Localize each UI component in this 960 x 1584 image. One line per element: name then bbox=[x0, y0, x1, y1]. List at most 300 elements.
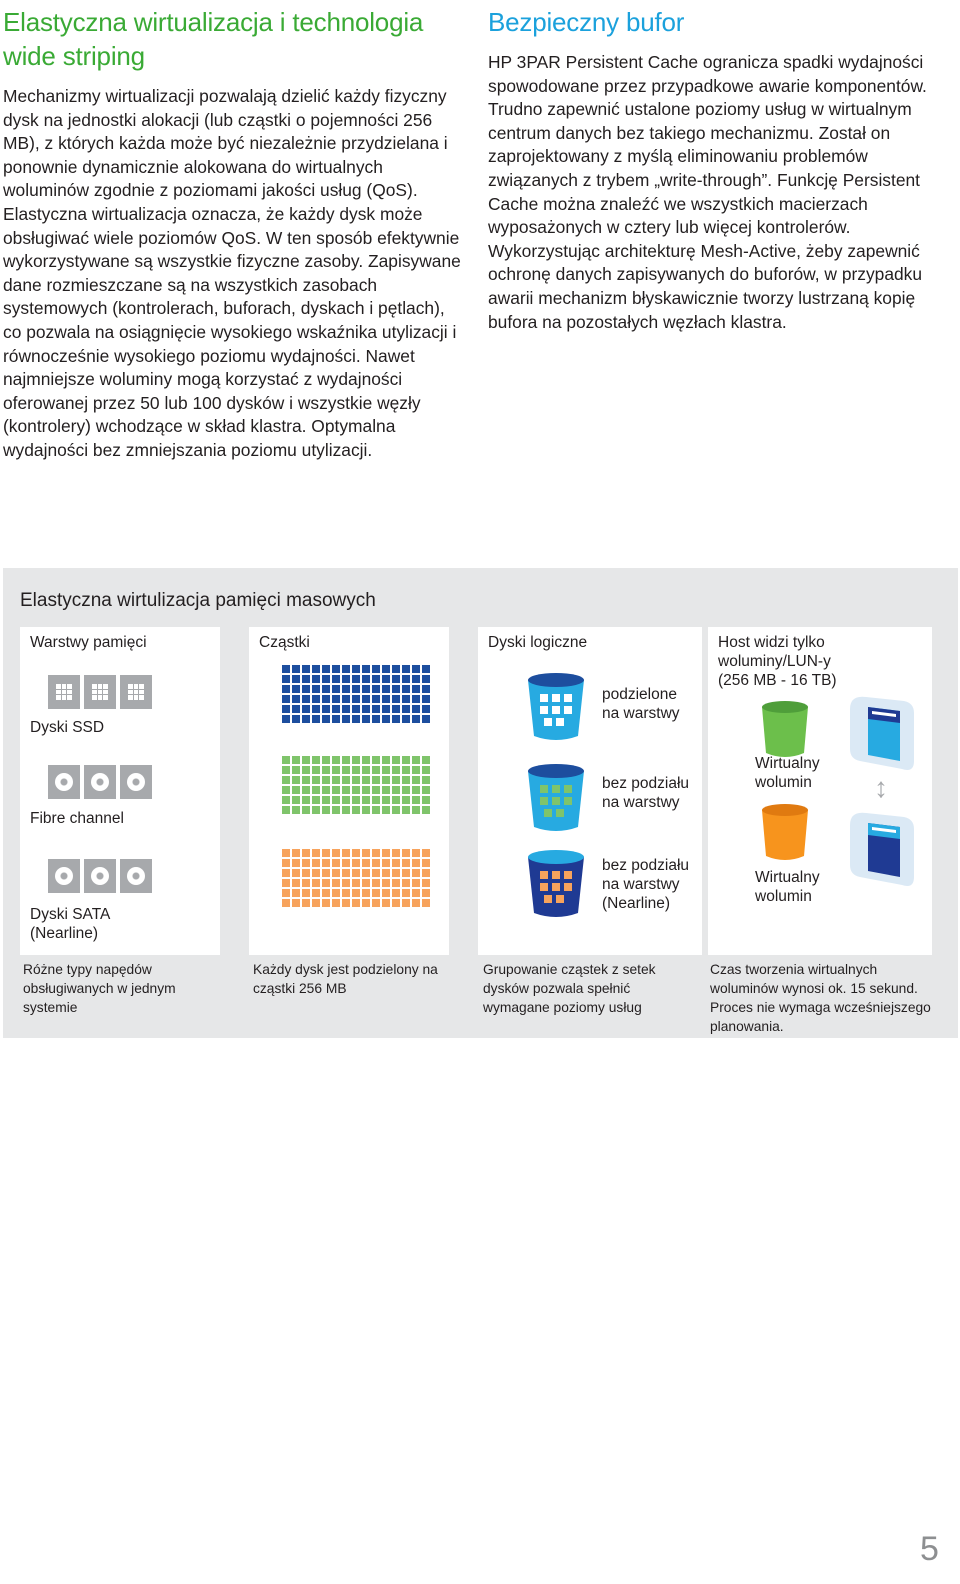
chunk-cell bbox=[372, 776, 380, 784]
chunk-cell bbox=[302, 685, 310, 693]
logical-disk-nearline-icon bbox=[526, 849, 586, 919]
chunk-cell bbox=[382, 859, 390, 867]
chunk-cell bbox=[402, 849, 410, 857]
chunk-cell bbox=[352, 889, 360, 897]
chunk-cell bbox=[362, 766, 370, 774]
label-virtual-volume-2b: wolumin bbox=[755, 888, 812, 905]
chunk-cell bbox=[282, 859, 290, 867]
chunk-cell bbox=[422, 675, 430, 683]
chunk-cell bbox=[322, 756, 330, 764]
chunk-cell bbox=[322, 675, 330, 683]
chunk-cell bbox=[422, 889, 430, 897]
label-untiered-2: na warstwy bbox=[602, 794, 680, 811]
chunk-cell bbox=[412, 796, 420, 804]
chunk-cell bbox=[392, 786, 400, 794]
chunk-cell bbox=[362, 715, 370, 723]
chunk-cell bbox=[362, 675, 370, 683]
chunk-cell bbox=[402, 766, 410, 774]
chunk-cell bbox=[312, 849, 320, 857]
chunk-cell bbox=[392, 756, 400, 764]
chunk-cell bbox=[312, 859, 320, 867]
chunk-cell bbox=[332, 665, 340, 673]
chunk-cell bbox=[352, 675, 360, 683]
chunk-cell bbox=[372, 879, 380, 887]
chunk-cell bbox=[362, 756, 370, 764]
chunk-cell bbox=[402, 776, 410, 784]
chunk-cell bbox=[332, 899, 340, 907]
panel-title-host-3: (256 MB - 16 TB) bbox=[718, 672, 837, 689]
chunk-cell bbox=[422, 899, 430, 907]
chunk-cell bbox=[372, 899, 380, 907]
left-body-text: Mechanizmy wirtualizacji pozwalają dzielić każdy fizyczny dysk na jednostki alokacji (lub cząstki o pojemności 256 MB), z których każda może być niezależnie przydzielana i ponownie dynamicznie alokowana do wirtualnych woluminów zgodnie z poziomami jakości usług (QoS). Elastyczna wirtualizacja oznacza, że każdy dysk może obsługiwać wiele poziomów QoS. W ten sposób efektywnie wykorzystywane są wszystkie fizyczne zasoby. Zapisywane dane rozmieszczane są na wszystkich zasobach systemowych (kontrolerach, buforach, dyskach i pętlach), co pozwala na osiągnięcie wysokiego wskaźnika utylizacji i równocześnie wysokiego poziomu wydajności. Nawet najmniejsze woluminy mogą korzystać z wydajności oferowanej przez 50 lub 100 dysków i wszystkie węzły (kontrolery) wchodzące w skład klastra. Optymalna wydajności bez zmniejszania poziomu utylizacji. bbox=[3, 86, 461, 460]
chunk-cell bbox=[292, 776, 300, 784]
caption-tiers: Różne typy napędów obsługiwanych w jednym systemie bbox=[23, 962, 176, 1015]
right-column bbox=[488, 0, 956, 334]
chunk-cell bbox=[352, 776, 360, 784]
chunk-cell bbox=[362, 889, 370, 897]
chunk-cell bbox=[282, 695, 290, 703]
chunk-cell bbox=[352, 859, 360, 867]
chunk-cell bbox=[312, 786, 320, 794]
chunk-cell bbox=[422, 849, 430, 857]
chunk-cell bbox=[362, 859, 370, 867]
chunk-cell bbox=[422, 685, 430, 693]
chunk-cell bbox=[392, 796, 400, 804]
chunk-cell bbox=[412, 806, 420, 814]
chunk-cell bbox=[332, 806, 340, 814]
chunk-cell bbox=[332, 796, 340, 804]
chunk-cell bbox=[322, 889, 330, 897]
chunk-cell bbox=[382, 705, 390, 713]
chunk-cell bbox=[332, 879, 340, 887]
label-virtual-volume-2: Wirtualny bbox=[755, 869, 820, 886]
chunk-cell bbox=[312, 869, 320, 877]
chunk-cell bbox=[422, 695, 430, 703]
chunk-cell bbox=[322, 766, 330, 774]
chunk-cell bbox=[342, 849, 350, 857]
virtualization-diagram bbox=[3, 568, 958, 1038]
chunk-cell bbox=[282, 879, 290, 887]
chunk-cell bbox=[392, 665, 400, 673]
chunk-cell bbox=[362, 796, 370, 804]
chunk-cell bbox=[302, 869, 310, 877]
chunk-cell bbox=[362, 695, 370, 703]
chunk-cell bbox=[332, 715, 340, 723]
chunk-cell bbox=[412, 879, 420, 887]
chunk-cell bbox=[362, 685, 370, 693]
chunk-cell bbox=[322, 695, 330, 703]
sata-drive-icon bbox=[48, 859, 80, 893]
panel-title-logical: Dyski logiczne bbox=[488, 634, 588, 651]
chunk-cell bbox=[352, 756, 360, 764]
label-nearline-1: bez podziału bbox=[602, 857, 690, 874]
chunk-cell bbox=[322, 705, 330, 713]
chunk-cell bbox=[362, 705, 370, 713]
chunk-cell bbox=[372, 715, 380, 723]
chunk-cell bbox=[292, 849, 300, 857]
chunk-cell bbox=[282, 899, 290, 907]
chunk-cell bbox=[422, 756, 430, 764]
chunk-cell bbox=[422, 869, 430, 877]
chunk-cell bbox=[292, 796, 300, 804]
label-virtual-volume-1: Wirtualny bbox=[755, 755, 820, 772]
chunk-cell bbox=[422, 859, 430, 867]
chunk-cell bbox=[312, 806, 320, 814]
chunk-cell bbox=[322, 899, 330, 907]
chunk-cell bbox=[312, 879, 320, 887]
chunk-cell bbox=[322, 715, 330, 723]
chunk-cell bbox=[362, 806, 370, 814]
chunk-cell bbox=[352, 786, 360, 794]
chunk-cell bbox=[372, 675, 380, 683]
chunk-cell bbox=[382, 776, 390, 784]
chunk-cell bbox=[402, 756, 410, 764]
label-sata: Dyski SATA bbox=[30, 906, 111, 923]
chunk-cell bbox=[362, 849, 370, 857]
chunk-cell bbox=[382, 796, 390, 804]
chunk-cell bbox=[342, 766, 350, 774]
chunk-cell bbox=[392, 899, 400, 907]
chunk-cell bbox=[402, 786, 410, 794]
panel-title-host-1: Host widzi tylko bbox=[718, 634, 825, 651]
chunk-cell bbox=[392, 766, 400, 774]
chunk-cell bbox=[332, 776, 340, 784]
chunk-cell bbox=[322, 859, 330, 867]
chunk-cell bbox=[402, 806, 410, 814]
chunk-cell bbox=[312, 715, 320, 723]
chunk-cell bbox=[422, 806, 430, 814]
chunk-cell bbox=[322, 786, 330, 794]
chunk-cell bbox=[332, 675, 340, 683]
chunk-cell bbox=[322, 685, 330, 693]
chunk-cell bbox=[322, 665, 330, 673]
chunk-cell bbox=[292, 879, 300, 887]
chunk-cell bbox=[402, 715, 410, 723]
chunk-cell bbox=[412, 665, 420, 673]
caption-host: Czas tworzenia wirtualnych woluminów wynosi ok. 15 sekund. Proces nie wymaga wcześniejszego planowania. bbox=[710, 962, 931, 1034]
chunk-cell bbox=[342, 715, 350, 723]
label-nearline-3: (Nearline) bbox=[602, 895, 671, 912]
chunk-cell bbox=[282, 786, 290, 794]
chunk-cell bbox=[312, 776, 320, 784]
chunk-cell bbox=[392, 685, 400, 693]
chunk-cell bbox=[382, 756, 390, 764]
chunk-cell bbox=[292, 889, 300, 897]
chunk-cell bbox=[372, 756, 380, 764]
chunk-cell bbox=[352, 849, 360, 857]
chunk-cell bbox=[392, 879, 400, 887]
chunk-cell bbox=[382, 695, 390, 703]
chunk-cell bbox=[292, 869, 300, 877]
host-server-icon bbox=[846, 695, 916, 775]
panel-title-tiers: Warstwy pamięci bbox=[30, 634, 147, 651]
chunk-cell bbox=[352, 665, 360, 673]
chunk-cell bbox=[292, 806, 300, 814]
chunk-cell bbox=[382, 665, 390, 673]
chunk-cell bbox=[392, 695, 400, 703]
chunk-cell bbox=[302, 715, 310, 723]
label-tiered: podzielone bbox=[602, 686, 677, 703]
diagram-title: Elastyczna wirtulizacja pamięci masowych bbox=[20, 590, 376, 611]
chunk-cell bbox=[332, 705, 340, 713]
caption-logical: Grupowanie cząstek z setek dysków pozwala spełnić wymagane poziomy usług bbox=[483, 962, 656, 1015]
chunk-cell bbox=[342, 796, 350, 804]
chunk-cell bbox=[302, 776, 310, 784]
chunk-cell bbox=[382, 869, 390, 877]
chunk-cell bbox=[422, 766, 430, 774]
chunk-cell bbox=[282, 776, 290, 784]
chunk-cell bbox=[342, 879, 350, 887]
chunk-cell bbox=[282, 889, 290, 897]
chunk-cell bbox=[332, 869, 340, 877]
chunk-cell bbox=[342, 675, 350, 683]
chunk-cell bbox=[332, 685, 340, 693]
chunk-cell bbox=[282, 766, 290, 774]
chunk-cell bbox=[412, 756, 420, 764]
chunk-cell bbox=[322, 879, 330, 887]
chunk-cell bbox=[382, 715, 390, 723]
chunk-cell bbox=[372, 849, 380, 857]
chunk-cell bbox=[352, 715, 360, 723]
panel-host bbox=[708, 627, 932, 955]
chunk-cell bbox=[392, 889, 400, 897]
chunk-cell bbox=[382, 879, 390, 887]
chunk-cell bbox=[362, 899, 370, 907]
chunk-cell bbox=[312, 705, 320, 713]
chunk-cell bbox=[302, 695, 310, 703]
chunk-cell bbox=[402, 695, 410, 703]
bidirectional-arrow-icon: ↕ bbox=[874, 772, 888, 803]
chunk-cell bbox=[302, 796, 310, 804]
chunk-cell bbox=[412, 675, 420, 683]
chunk-cell bbox=[402, 869, 410, 877]
chunk-cell bbox=[292, 899, 300, 907]
chunk-cell bbox=[392, 715, 400, 723]
chunk-cell bbox=[392, 869, 400, 877]
chunk-cell bbox=[392, 859, 400, 867]
chunk-cell bbox=[372, 685, 380, 693]
chunk-cell bbox=[312, 796, 320, 804]
chunk-cell bbox=[302, 806, 310, 814]
chunk-cell bbox=[292, 705, 300, 713]
chunk-cell bbox=[282, 685, 290, 693]
chunk-cell bbox=[292, 766, 300, 774]
chunk-cell bbox=[412, 889, 420, 897]
chunk-cell bbox=[372, 806, 380, 814]
chunk-cell bbox=[382, 766, 390, 774]
chunk-cell bbox=[342, 776, 350, 784]
chunk-cell bbox=[302, 756, 310, 764]
logical-disk-tiered-icon bbox=[526, 672, 586, 742]
chunk-cell bbox=[392, 675, 400, 683]
chunk-cell bbox=[412, 859, 420, 867]
chunk-cell bbox=[322, 796, 330, 804]
label-ssd: Dyski SSD bbox=[30, 719, 105, 736]
chunk-cell bbox=[402, 889, 410, 897]
chunk-cell bbox=[282, 715, 290, 723]
chunk-cell bbox=[372, 859, 380, 867]
chunk-cell bbox=[302, 879, 310, 887]
chunk-cell bbox=[402, 705, 410, 713]
chunk-cell bbox=[292, 675, 300, 683]
chunk-cell bbox=[412, 766, 420, 774]
chunk-cell bbox=[292, 756, 300, 764]
chunk-cell bbox=[282, 665, 290, 673]
chunk-cell bbox=[412, 776, 420, 784]
chunk-cell bbox=[372, 766, 380, 774]
chunk-cell bbox=[372, 705, 380, 713]
chunk-cell bbox=[312, 675, 320, 683]
chunk-cell bbox=[402, 796, 410, 804]
chunk-cell bbox=[352, 879, 360, 887]
chunk-cell bbox=[312, 665, 320, 673]
ssd-drive-icon bbox=[120, 675, 152, 709]
chunk-cell bbox=[342, 665, 350, 673]
chunk-cell bbox=[332, 786, 340, 794]
chunk-cell bbox=[412, 869, 420, 877]
chunk-cell bbox=[362, 665, 370, 673]
chunk-cell bbox=[392, 849, 400, 857]
chunk-cell bbox=[382, 849, 390, 857]
chunk-cell bbox=[282, 849, 290, 857]
chunk-cell bbox=[342, 756, 350, 764]
chunk-cell bbox=[322, 776, 330, 784]
chunk-cell bbox=[412, 715, 420, 723]
sata-chunk-grid bbox=[282, 849, 430, 907]
chunk-cell bbox=[302, 859, 310, 867]
panel-title-host-2: woluminy/LUN-y bbox=[718, 653, 831, 670]
chunk-cell bbox=[402, 675, 410, 683]
chunk-cell bbox=[292, 859, 300, 867]
chunk-cell bbox=[352, 806, 360, 814]
chunk-cell bbox=[402, 879, 410, 887]
chunk-cell bbox=[342, 889, 350, 897]
chunk-cell bbox=[392, 776, 400, 784]
green-volume-icon bbox=[760, 701, 810, 759]
chunk-cell bbox=[402, 685, 410, 693]
sata-drive-icon bbox=[84, 859, 116, 893]
chunk-cell bbox=[312, 766, 320, 774]
label-nearline: (Nearline) bbox=[30, 925, 99, 942]
right-body-text: HP 3PAR Persistent Cache ogranicza spadki wydajności spowodowane przez przypadkowe awarie komponentów. Trudno zapewnić ustalone poziomy usług w wirtualnym centrum danych bez takiego mechanizmu. Został on zaprojektowany z myślą eliminowaniu problemów związanych z trybem „write-through”. Funkcję Persistent Cache można znaleźć we wszystkich macierzach wyposażonych w cztery lub więcej kontrolerów. Wykorzystując architekturę Mesh-Active, żeby zapewnić ochronę danych zapisywanych do buforów, w przypadku awarii mechanizm błyskawicznie tworzy lustrzaną kopię bufora na pozostałych węzłach klastra. bbox=[488, 52, 927, 332]
chunk-cell bbox=[362, 869, 370, 877]
chunk-cell bbox=[282, 806, 290, 814]
chunk-cell bbox=[282, 705, 290, 713]
chunk-cell bbox=[302, 675, 310, 683]
chunk-cell bbox=[342, 786, 350, 794]
chunk-cell bbox=[322, 806, 330, 814]
chunk-cell bbox=[392, 806, 400, 814]
chunk-cell bbox=[382, 685, 390, 693]
label-nearline-2: na warstwy bbox=[602, 876, 680, 893]
chunk-cell bbox=[342, 705, 350, 713]
left-column bbox=[3, 0, 465, 463]
chunk-cell bbox=[342, 685, 350, 693]
chunk-cell bbox=[312, 695, 320, 703]
ssd-drive-icon bbox=[84, 675, 116, 709]
chunk-cell bbox=[372, 869, 380, 877]
chunk-cell bbox=[342, 806, 350, 814]
chunk-cell bbox=[362, 776, 370, 784]
label-tiered-2: na warstwy bbox=[602, 705, 680, 722]
chunk-cell bbox=[372, 889, 380, 897]
chunk-cell bbox=[332, 889, 340, 897]
panel-chunks bbox=[249, 627, 449, 955]
chunk-cell bbox=[282, 796, 290, 804]
fc-drive-icon bbox=[48, 765, 80, 799]
chunk-cell bbox=[352, 705, 360, 713]
chunk-cell bbox=[292, 695, 300, 703]
chunk-cell bbox=[332, 849, 340, 857]
chunk-cell bbox=[332, 756, 340, 764]
page-number: 5 bbox=[920, 1530, 939, 1568]
chunk-cell bbox=[422, 796, 430, 804]
chunk-cell bbox=[292, 715, 300, 723]
chunk-cell bbox=[422, 715, 430, 723]
chunk-cell bbox=[372, 665, 380, 673]
chunk-cell bbox=[382, 786, 390, 794]
chunk-cell bbox=[382, 889, 390, 897]
chunk-cell bbox=[322, 849, 330, 857]
chunk-cell bbox=[412, 705, 420, 713]
chunk-cell bbox=[352, 899, 360, 907]
chunk-cell bbox=[412, 685, 420, 693]
chunk-cell bbox=[292, 786, 300, 794]
chunk-cell bbox=[312, 756, 320, 764]
sata-drive-icon bbox=[120, 859, 152, 893]
chunk-cell bbox=[302, 849, 310, 857]
host-server-icon bbox=[846, 811, 916, 891]
chunk-cell bbox=[422, 665, 430, 673]
label-untiered: bez podziału bbox=[602, 775, 690, 792]
label-fibre-channel: Fibre channel bbox=[30, 810, 124, 827]
fc-drive-icon bbox=[84, 765, 116, 799]
heading-elastic-virtualization: Elastyczna wirtualizacja i technologia wide striping bbox=[3, 7, 424, 71]
chunk-cell bbox=[372, 796, 380, 804]
chunk-cell bbox=[312, 685, 320, 693]
chunk-cell bbox=[372, 695, 380, 703]
chunk-cell bbox=[332, 695, 340, 703]
chunk-cell bbox=[332, 766, 340, 774]
label-virtual-volume-1b: wolumin bbox=[755, 774, 812, 791]
heading-secure-cache: Bezpieczny bufor bbox=[488, 7, 685, 37]
chunk-cell bbox=[342, 869, 350, 877]
chunk-cell bbox=[302, 766, 310, 774]
chunk-cell bbox=[422, 786, 430, 794]
chunk-cell bbox=[352, 766, 360, 774]
chunk-cell bbox=[412, 695, 420, 703]
chunk-cell bbox=[342, 899, 350, 907]
chunk-cell bbox=[282, 675, 290, 683]
chunk-cell bbox=[302, 889, 310, 897]
chunk-cell bbox=[382, 806, 390, 814]
ssd-drive-icon bbox=[48, 675, 80, 709]
chunk-cell bbox=[412, 786, 420, 794]
chunk-cell bbox=[302, 705, 310, 713]
chunk-cell bbox=[362, 786, 370, 794]
chunk-cell bbox=[392, 705, 400, 713]
chunk-cell bbox=[402, 665, 410, 673]
chunk-cell bbox=[412, 849, 420, 857]
chunk-cell bbox=[332, 859, 340, 867]
chunk-cell bbox=[312, 899, 320, 907]
chunk-cell bbox=[302, 665, 310, 673]
fc-drive-icon bbox=[120, 765, 152, 799]
caption-chunks: Każdy dysk jest podzielony na cząstki 256 MB bbox=[253, 962, 438, 996]
chunk-cell bbox=[422, 776, 430, 784]
chunk-cell bbox=[342, 859, 350, 867]
chunk-cell bbox=[352, 869, 360, 877]
